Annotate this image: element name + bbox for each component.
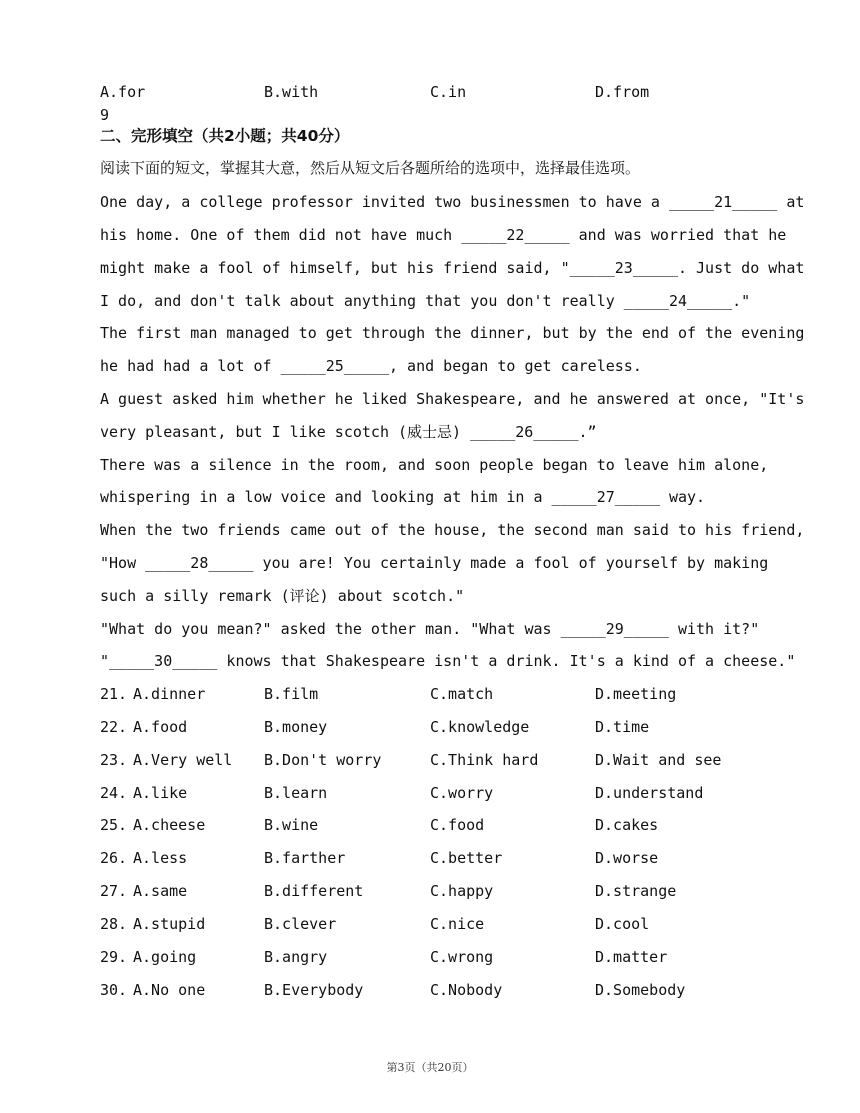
option-c: C.knowledge bbox=[430, 718, 530, 736]
question-number: 28. bbox=[100, 915, 128, 933]
stray-number: 9 bbox=[100, 106, 110, 124]
option-b: B.different bbox=[264, 882, 364, 900]
passage-line: such a silly remark (评论) about scotch." bbox=[100, 587, 465, 605]
passage-line: "_____30_____ knows that Shakespeare isn't a drink. It's a kind of a cheese." bbox=[100, 652, 796, 670]
option-a: A.less bbox=[133, 849, 188, 867]
option-a: A.dinner bbox=[133, 685, 206, 703]
option-d: D.cakes bbox=[595, 816, 659, 834]
option-d: D.time bbox=[595, 718, 650, 736]
option-b: B.Don't worry bbox=[264, 751, 382, 769]
option-d: D.meeting bbox=[595, 685, 677, 703]
option-a: A.same bbox=[133, 882, 188, 900]
option-c: C.Think hard bbox=[430, 751, 539, 769]
option-a: A.No one bbox=[133, 981, 206, 999]
option-a: A.cheese bbox=[133, 816, 206, 834]
prev-option-a: A.for bbox=[100, 83, 146, 101]
option-c: C.food bbox=[430, 816, 485, 834]
passage-line: One day, a college professor invited two businessmen to have a _____21_____ at bbox=[100, 193, 805, 211]
option-c: C.Nobody bbox=[430, 981, 503, 999]
option-c: C.wrong bbox=[430, 948, 494, 966]
passage-line: whispering in a low voice and looking at him in a _____27_____ way. bbox=[100, 488, 706, 506]
passage-line: might make a fool of himself, but his friend said, "_____23_____. Just do what bbox=[100, 259, 805, 277]
option-d: D.Wait and see bbox=[595, 751, 722, 769]
question-number: 21. bbox=[100, 685, 128, 703]
passage-line: There was a silence in the room, and soon people began to leave him alone, bbox=[100, 456, 769, 474]
option-d: D.understand bbox=[595, 784, 704, 802]
option-b: B.film bbox=[264, 685, 319, 703]
option-b: B.angry bbox=[264, 948, 328, 966]
section-heading: 二、完形填空（共2小题；共40分） bbox=[100, 127, 350, 145]
option-c: C.worry bbox=[430, 784, 494, 802]
option-a: A.food bbox=[133, 718, 188, 736]
question-number: 29. bbox=[100, 948, 128, 966]
question-number: 30. bbox=[100, 981, 128, 999]
question-number: 23. bbox=[100, 751, 128, 769]
option-a: A.going bbox=[133, 948, 197, 966]
passage-line: I do, and don't talk about anything that you don't really _____24_____." bbox=[100, 292, 751, 310]
passage-line: "How _____28_____ you are! You certainly made a fool of yourself by making bbox=[100, 554, 769, 572]
option-d: D.Somebody bbox=[595, 981, 686, 999]
option-c: C.happy bbox=[430, 882, 494, 900]
option-b: B.money bbox=[264, 718, 328, 736]
passage-line: he had had a lot of _____25_____, and began to get careless. bbox=[100, 357, 642, 375]
option-d: D.matter bbox=[595, 948, 668, 966]
passage-line: The first man managed to get through the dinner, but by the end of the evening bbox=[100, 324, 805, 342]
option-a: A.stupid bbox=[133, 915, 206, 933]
option-a: A.Very well bbox=[133, 751, 233, 769]
option-d: D.cool bbox=[595, 915, 650, 933]
prev-option-d: D.from bbox=[595, 83, 650, 101]
passage-line: "What do you mean?" asked the other man. "What was _____29_____ with it?" bbox=[100, 620, 760, 638]
option-c: C.nice bbox=[430, 915, 485, 933]
option-a: A.like bbox=[133, 784, 188, 802]
passage-line: A guest asked him whether he liked Shakespeare, and he answered at once, "It's bbox=[100, 390, 805, 408]
section-instruction: 阅读下面的短文，掌握其大意，然后从短文后各题所给的选项中，选择最佳选项。 bbox=[100, 159, 641, 177]
option-c: C.match bbox=[430, 685, 494, 703]
option-d: D.worse bbox=[595, 849, 659, 867]
passage-line: very pleasant, but I like scotch (威士忌) _____26_____.” bbox=[100, 423, 597, 441]
option-b: B.farther bbox=[264, 849, 346, 867]
question-number: 25. bbox=[100, 816, 128, 834]
prev-option-b: B.with bbox=[264, 83, 319, 101]
option-b: B.clever bbox=[264, 915, 337, 933]
page-footer: 第3页（共20页） bbox=[386, 1061, 474, 1074]
passage-line: his home. One of them did not have much _____22_____ and was worried that he bbox=[100, 226, 787, 244]
option-b: B.wine bbox=[264, 816, 319, 834]
question-number: 27. bbox=[100, 882, 128, 900]
prev-option-c: C.in bbox=[430, 83, 467, 101]
question-number: 26. bbox=[100, 849, 128, 867]
option-d: D.strange bbox=[595, 882, 677, 900]
option-b: B.learn bbox=[264, 784, 328, 802]
question-number: 22. bbox=[100, 718, 128, 736]
option-b: B.Everybody bbox=[264, 981, 364, 999]
question-number: 24. bbox=[100, 784, 128, 802]
passage-line: When the two friends came out of the house, the second man said to his friend, bbox=[100, 521, 805, 539]
option-c: C.better bbox=[430, 849, 503, 867]
